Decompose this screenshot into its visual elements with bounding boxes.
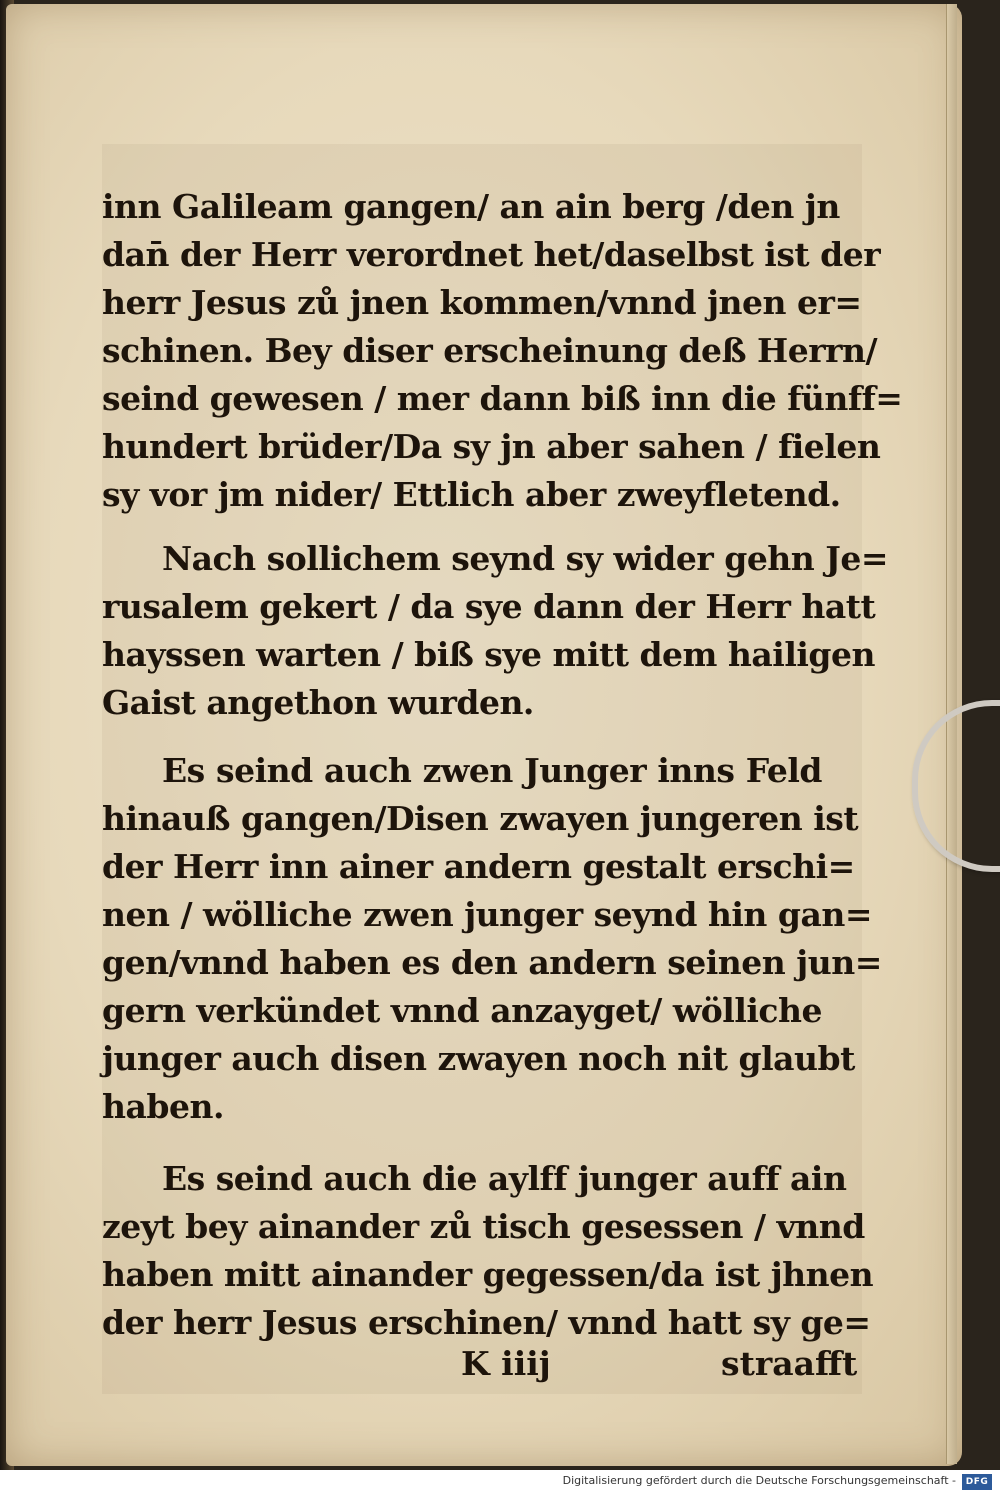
- text-line: seind gewesen / mer dann biß inn die fünff=: [102, 379, 903, 418]
- signature-mark: K iiij: [461, 1344, 551, 1383]
- text-line: der herr Jesus erschinen/ vnnd hatt sy ge=: [102, 1303, 871, 1342]
- text-line: Gaist angethon wurden.: [102, 683, 534, 722]
- text-line: herr Jesus zů jnen kommen/vnnd jnen er=: [102, 283, 862, 322]
- book-page: [6, 4, 962, 1466]
- text-line: gen/vnnd haben es den andern seinen jun=: [102, 943, 882, 982]
- text-line: der Herr inn ainer andern gestalt erschi=: [102, 847, 855, 886]
- text-line: nen / wölliche zwen junger seynd hin gan=: [102, 895, 873, 934]
- text-line: inn Galileam gangen/ an ain berg /den jn: [102, 187, 840, 226]
- footer-bar: [0, 1470, 1000, 1494]
- text-line: sy vor jm nider/ Ettlich aber zweyfletend.: [102, 475, 841, 514]
- text-line: Nach sollichem seynd sy wider gehn Je=: [162, 539, 889, 578]
- text-line: Es seind auch die aylff junger auff ain: [162, 1159, 847, 1198]
- text-line: hayssen warten / biß sye mitt dem hailigen: [102, 635, 875, 674]
- text-line: schinen. Bey diser erscheinung deß Herrn/: [102, 331, 878, 370]
- text-line: hinauß gangen/Disen zwayen jungeren ist: [102, 799, 859, 838]
- catchword: straafft: [721, 1344, 858, 1383]
- text-line: rusalem gekert / da sye dann der Herr hatt: [102, 587, 876, 626]
- text-line: haben.: [102, 1087, 224, 1126]
- text-line: haben mitt ainander gegessen/da ist jhnen: [102, 1255, 874, 1294]
- text-line: junger auch disen zwayen noch nit glaubt: [102, 1039, 855, 1078]
- text-line: gern verkündet vnnd anzayget/ wölliche: [102, 991, 822, 1030]
- text-line: hundert brüder/Da sy jn aber sahen / fielen: [102, 427, 881, 466]
- text-block: [102, 144, 903, 1394]
- text-line: Es seind auch zwen Junger inns Feld: [162, 751, 822, 790]
- dfg-logo: DFG: [962, 1474, 992, 1490]
- footer-credit: Digitalisierung gefördert durch die Deutsche Forschungsgemeinschaft -: [562, 1474, 956, 1487]
- text-line: dan̄ der Herr verordnet het/daselbst ist der: [102, 235, 881, 274]
- text-line: zeyt bey ainander zů tisch gesessen / vnnd: [102, 1207, 865, 1246]
